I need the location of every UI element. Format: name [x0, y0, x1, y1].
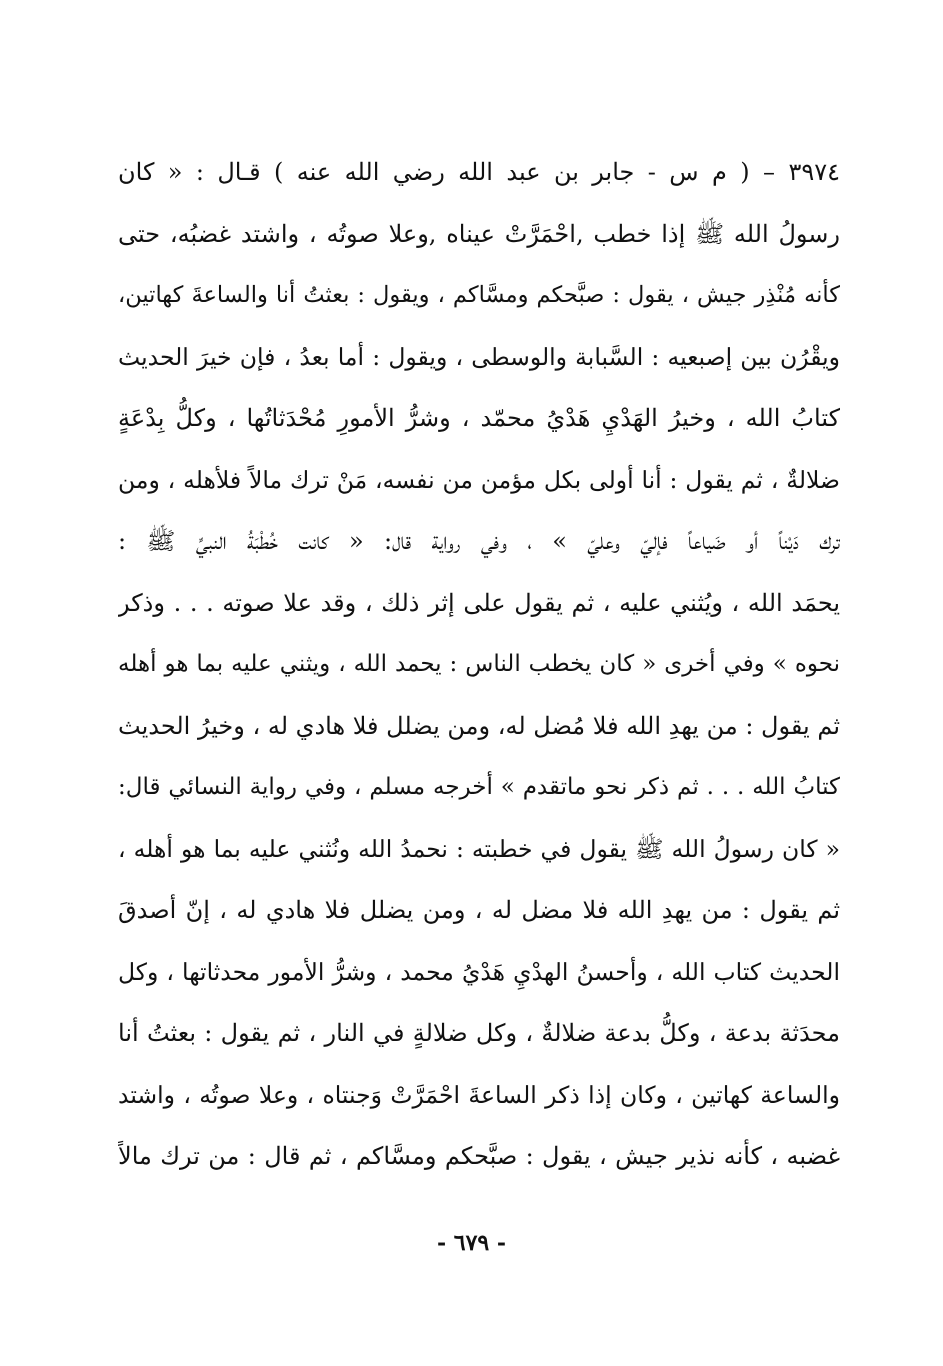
text-line: ويقْرُن بين إصبعيه : السَّبابة والوسطى ، ويقول : أما بعدُ ، فإن خيرَ الحديث [118, 342, 840, 371]
page-number: - ٦٧٩ - [436, 1230, 507, 1256]
hadith-heading-line: ٣٩٧٤ – ( م س - جابر بن عبد الله رضي الله عنه ) قـال : « كان [118, 158, 840, 186]
text-line: كتابُ الله . . . ثم ذكر نحو ماتقدم » أخرجه مسلم ، وفي رواية النسائي قال: [118, 774, 840, 800]
text-line: كأنه مُنْذِر جيش ، يقول : صبَّحكم ومسَّاكم ، ويقول : بعثتُ أنا والساعةَ كهاتين، [118, 282, 840, 308]
text-line: والساعة كهاتين ، وكان إذا ذكر الساعةَ احْمَرَّتْ وَجنتاه ، وعلا صوتُه ، واشتد [118, 1080, 840, 1109]
text-line: يحمَد الله ، ويُثني عليه ، ثم يقول على إثر ذلك ، وقد علا صوته . . . وذكر [118, 588, 840, 617]
text-line: ثم يقول : من يهدِ الله فلا مضل له ، ومن يضلل فلا هادي له ، إنّ أصدقَ [118, 896, 840, 924]
text-line: كتابُ الله ، وخيرُ الهَدْيِ هَدْيُ محمّد ، وشرُّ الأمورِ مُحْدَثاتُها ، وكلُّ بِدْعَةٍ [118, 404, 840, 432]
text-line: محدَثة بدعة ، وكلُّ بدعة ضلالةٌ ، وكل ضلالةٍ في النار ، ثم يقول : بعثتُ أنا [118, 1019, 840, 1047]
text-line: ترك دَيْناً أو ضَياعاً فإليّ وعليّ » ، وفي رواية قال: « كانت خُطْبَةُ النبيِّ ﷺ : [118, 527, 840, 555]
text-line: رسولُ الله ﷺ إذا خطب ,احْمَرَّتْ عيناه ,وعلا صوتُه ، واشتد غضبُه، حتى [118, 219, 840, 248]
text-line: ثم يقول : من يهدِ الله فلا مُضل له، ومن يضلل فلا هادي له ، وخيرُ الحديث [118, 711, 840, 740]
text-line: الحديث كتاب الله ، وأحسنُ الهدْيِ هَدْيُ محمد ، وشرُّ الأمور محدثاتها ، وكل [118, 957, 840, 986]
text-line: غضبه ، كأنه نذير جيش ، يقول : صبَّحكم ومسَّاكم ، ثم قال : من ترك مالاً [118, 1142, 840, 1170]
hadith-text-block [118, 146, 840, 1192]
text-line: « كان رسولُ الله ﷺ يقول في خطبته : نحمدُ الله ونُثني عليه بما هو أهله ، [118, 834, 840, 863]
text-line: ضلالةٌ ، ثم يقول : أنا أولى بكل مؤمن من نفسه، مَنْ ترك مالاً فلأهله ، ومن [118, 465, 840, 494]
text-line: نحوه » وفي أخرى « كان يخطب الناس : يحمد الله ، ويثني عليه بما هو أهله [118, 651, 840, 677]
